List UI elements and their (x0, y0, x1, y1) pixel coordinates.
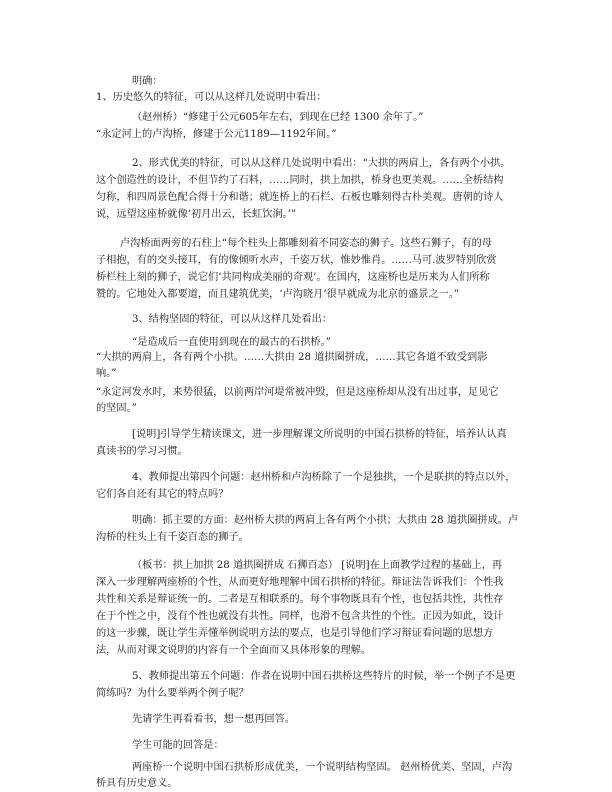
paragraph-line: 两座桥一个说明中国石拱桥形成优美，一个说明结构坚固。 赵州桥优美、坚固，卢沟 (132, 762, 513, 773)
paragraph-line: 深入一步理解两座桥的个性，从而更好地理解中国石拱桥的特征。辩证法告诉我们：个性我 (96, 577, 504, 588)
paragraph-line: 的这一步骤，既让学生弄懂举例说明方法的要点，也是引导他们学习辩证看问题的思想方 (96, 628, 494, 639)
paragraph-line: 4、教师提出第四个问题：赵州桥和卢沟桥除了一个是独拱，一个是联拱的特点以外， (132, 472, 516, 483)
quote-line: 响。” (96, 368, 117, 379)
quote-line: 的坚固。” (96, 403, 137, 414)
paragraph-line: 这个创造性的设计，不但节约了石料，……同时，拱上加拱，桥身也更美观。……全桥结构 (96, 175, 504, 186)
paragraph-line: 它们各自还有其它的特点吗？ (96, 489, 229, 500)
paragraph-line: 桥栏柱上刻的狮子，说它们‘共同构成美丽的奇观’。在国内，这座桥也是历来为人们所称 (96, 272, 490, 283)
paragraph-line: （板书：拱上加拱 28 道拱圈拼成 石狮百态） [说明]在上面教学过程的基础上，再 (132, 560, 503, 571)
paragraph-line: 子相抱，有的交头接耳，有的像倾听水声，千姿万状，惟妙惟肖。……马可.波罗特别欣赏 (96, 255, 497, 266)
paragraph-line: 明确：抓主要的方面：赵州桥大拱的两肩上各有两个小拱；大拱由 28 道拱圈拼成。卢 (132, 515, 519, 526)
paragraph-line: 明确： (132, 76, 163, 87)
paragraph-line: 赞的。它地处入都要道，而且建筑优美，‘卢沟晓月’很早就成为北京的盛景之一。” (96, 289, 460, 300)
note-line: [说明]引导学生精读课文，进一步理解课文所说明的中国石拱桥的特征，培养认认真 (132, 429, 507, 440)
paragraph-line: 在于个性之中，没有个性也就没有共性。同样，也滑不包含共性的个性。正因为如此，设计 (96, 611, 504, 622)
paragraph-line: 说，远望这座桥就像‘初月出云，长虹饮涧。’” (96, 209, 297, 220)
paragraph-line: 2、形式优美的特征，可以从这样几处说明中看出：“大拱的两肩上，各有两个小拱。 (132, 158, 511, 169)
paragraph-line: 1、历史悠久的特征，可以从这样几处说明中看出： (96, 92, 327, 103)
paragraph-line: 桥具有历史意义。 (96, 778, 178, 789)
quote-line: “永定河发水时，来势很猛，以前两岸河堤常被冲毁，但是这座桥却从没有出过事，足见它 (96, 387, 499, 398)
quote-line: “永定河上的卢沟桥，修建于公元1189—1192年间。” (96, 129, 337, 140)
quote-line: “是造成后一直使用到现在的最古的石拱桥。” (132, 337, 331, 348)
paragraph-line: 学生可能的回答是： (132, 740, 224, 751)
paragraph-line: 法，从而对课文说明的内容有一个全面而又具体形象的理解。 (96, 645, 372, 656)
paragraph-line: 卢沟桥面两旁的石柱上“每个柱头上都雕刻着不同姿态的狮子。这些石狮子，有的母 (120, 238, 492, 249)
note-line: 真读书的学习习惯。 (96, 446, 188, 457)
paragraph-line: 3、结构坚固的特征，可以从这样几处看出： (132, 314, 333, 325)
paragraph-line: 共性和关系是辩证统一的。二者是互相联系的。每个事物既具有个性，也包括共性，共性存 (96, 594, 504, 605)
paragraph-line: 沟桥的柱头上有千姿百态的狮子。 (96, 532, 249, 543)
paragraph-line: 简练吗？为什么要举两个例子呢？ (96, 688, 249, 699)
quote-line: （赵州桥）“修建于公元605年左右，到现在已经 1300 余年了。” (132, 112, 424, 123)
paragraph-line: 先请学生再看看书，想一想再回答。 (132, 714, 295, 725)
quote-line: “大拱的两肩上，各有两个小拱。……大拱由 28 道拱圈拼成，……其它各道不致受到影 (96, 352, 488, 363)
paragraph-line: 匀称，和四周景色配合得十分和谐；就连桥上的石栏、石板也雕刻得古朴美观。唐朝的诗人 (96, 192, 504, 203)
paragraph-line: 5、教师提出第五个问题：作者在说明中国石拱桥这些特片的时候，举一个例子不是更 (132, 671, 516, 682)
